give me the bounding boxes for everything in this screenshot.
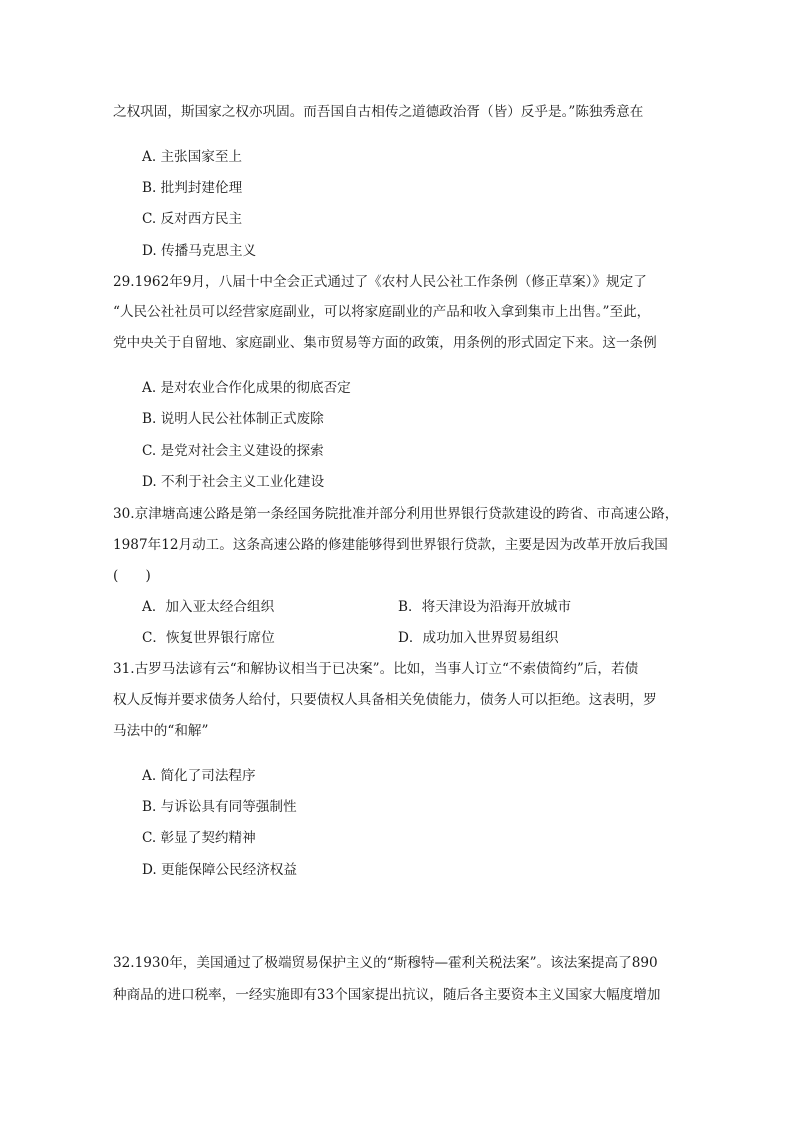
q30-option-c: C．恢复世界银行席位 (142, 630, 275, 646)
q30-stem-line-1: 30.京津塘高速公路是第一条经国务院批准并部分利用世界银行贷款建设的跨省、市高速公路， (113, 506, 679, 522)
q31-stem-line-2: 权人反悔并要求债务人给付，只要债权人具备相关免债能力，债务人可以拒绝。这表明，罗 (113, 692, 657, 708)
q30-stem-line-2: 1987年12月动工。这条高速公路的修建能够得到世界银行贷款，主要是因为改革开放后我国 (113, 537, 668, 553)
q28-option-a: A. 主张国家至上 (142, 149, 243, 165)
q30-answer-blank: ( ) (113, 568, 151, 584)
q29-stem-line-1: 29.1962年9月，八届十中全会正式通过了《农村人民公社工作条例（修正草案）》规定了 (113, 274, 647, 290)
q29-stem-line-3: 党中央关于自留地、家庭副业、集市贸易等方面的政策，用条例的形式固定下来。这一条例 (113, 335, 657, 351)
q28-option-d: D. 传播马克思主义 (142, 243, 257, 259)
q31-option-a: A. 简化了司法程序 (142, 768, 256, 784)
q29-option-a: A. 是对农业合作化成果的彻底否定 (142, 380, 351, 396)
q29-option-b: B. 说明人民公社体制正式废除 (142, 411, 324, 427)
q31-option-c: C. 彰显了契约精神 (142, 830, 256, 846)
q32-stem-line-1: 32.1930年，美国通过了极端贸易保护主义的“斯穆特—霍利关税法案”。该法案提高了890 (113, 955, 658, 971)
q31-stem-line-3: 马法中的“和解” (113, 723, 209, 739)
q31-stem-line-1: 31.古罗马法谚有云“和解协议相当于已决案”。比如，当事人订立“不索债简约”后，若债 (113, 661, 639, 677)
question-28-stem: 之权巩固，斯国家之权亦巩固。而吾国自古相传之道德政治胥（皆）反乎是。”陈独秀意在 (113, 104, 644, 120)
q31-option-b: B. 与诉讼具有同等强制性 (142, 799, 297, 815)
q31-option-d: D. 更能保障公民经济权益 (142, 862, 297, 878)
q30-option-a: A．加入亚太经合组织 (142, 599, 275, 615)
q28-option-b: B. 批判封建伦理 (142, 180, 243, 196)
q29-stem-line-2: “人民公社社员可以经营家庭副业，可以将家庭副业的产品和收入拿到集市上出售。”至此， (113, 304, 651, 320)
q30-option-b: B．将天津设为沿海开放城市 (398, 599, 572, 615)
q29-option-c: C. 是党对社会主义建设的探索 (142, 443, 324, 459)
q32-stem-line-2: 种商品的进口税率，一经实施即有33个国家提出抗议，随后各主要资本主义国家大幅度增加 (113, 987, 661, 1003)
q29-option-d: D. 不利于社会主义工业化建设 (142, 474, 325, 490)
q30-option-d: D．成功加入世界贸易组织 (398, 630, 559, 646)
q28-option-c: C. 反对西方民主 (142, 211, 243, 227)
